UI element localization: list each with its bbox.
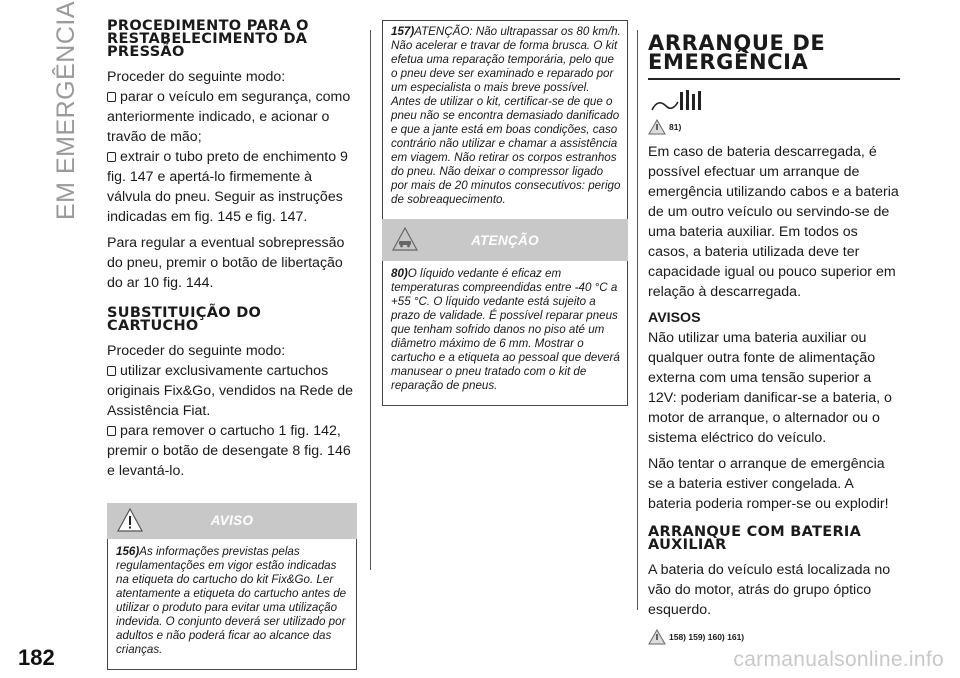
banner-label: ATENÇÃO [471,233,539,248]
checkbox-bullet-icon [107,366,116,376]
note-box [382,261,628,406]
paragraph: Não utilizar uma bateria auxiliar ou qualquer outra fonte de alimentação externa com uma tensão superior a 12V: poderiam danificar-se a bateria, o motor de arranque, o alternador ou o sistema eléctrico do veículo. [648,330,892,446]
paragraph: Para regular a eventual sobrepressão do pneu, premir o botão de libertação do ar 10 fig. 144. [107,235,345,291]
banner-label: AVISO [210,513,254,528]
checkbox-bullet-icon [107,152,116,162]
paragraph: Não tentar o arranque de emergência se a bateria estiver congelada. A bateria poderia romper-se ou explodir! [648,456,889,512]
list-item: parar o veículo em segurança, como anteriormente indicado, e acionar o travão de mão; [107,89,351,145]
jump-start-icon [648,88,708,116]
list-item: utilizar exclusivamente cartuchos originais Fix&Go, vendidos na Rede de Assistência Fiat. [107,363,354,419]
paragraph: Em caso de bateria descarregada, é possível efectuar um arranque de emergência utilizando cabos e a bateria de um outro veículo ou servindo-se de uma bateria auxiliar. Em todos os casos, a bateria utilizada deve ter capacidade igual ou pouco superior em relação à descarregada. [648,144,899,300]
heading-cartridge-replacement: SUBSTITUIÇÃO DO CARTUCHO [107,305,262,334]
note-text: 80)O líquido vedante é eficaz em temperaturas compreendidas entre -40 °C a +55 °C. O líquido vedante está sujeito a prazo de validade. É possível reparar pneus que tenham sofrido danos no piso até um diâmetro máximo de 6 mm. Mostrar o cartucho e a etiqueta ao pessoal que deverá manusear o pneu tratado com o kit de reparação de pneus. [391,267,620,392]
section-title: EM EMERGÊNCIA [52,0,80,220]
intro-text: Proceder do seguinte modo: [107,69,286,85]
reference [648,626,900,648]
list-item: extrair o tubo preto de enchimento 9 fig. 147 e apertá-lo firmemente à válvula do pneu. Seguir as instruções indicadas em fig. 145 e fig. 147. [107,149,348,225]
warning-banner [107,503,357,539]
reference-numbers: 158) 159) 160) 161) [669,632,745,642]
subheading-warnings: AVISOS [648,310,701,326]
reference-number: 81) [669,122,682,132]
note-box [382,20,628,219]
warning-triangle-icon [648,629,666,645]
column-divider [370,30,371,570]
note-text: 157)ATENÇÃO: Não ultrapassar os 80 km/h. Não acelerar e travar de forma brusca. O kit efetua uma reparação temporária, pelo que o pneu deve ser examinado e reparado por um especialista o mais breve possível. Antes de utilizar o kit, certificar-se de que o pneu não se encontra demasiado danificado e que a jante está em boas condições, caso contrário não utilizar e chamar a assistência em viagem. Não retirar os corpos estranhos do pneu. Não deixar o compressor ligado por mais de 20 minutos consecutivos: perigo de sobreaquecimento. [391,25,621,206]
reference [648,116,900,138]
note-box [107,539,357,670]
battery-symbol [648,88,900,116]
note-text: 156)As informações previstas pelas regulamentações em vigor estão indicadas na etiqueta do cartucho do kit Fix&Go. Ler atentamente a etiqueta do cartucho antes de utilizar o produto para evitar uma utilização indevida. O conjunto deverá ser utilizado por adultos e não poderá ficar ao alcance das crianças. [116,545,347,656]
column-1 [107,20,357,670]
checkbox-bullet-icon [107,426,116,436]
intro-text: Proceder do seguinte modo: [107,343,286,359]
column-3 [648,20,900,648]
warning-triangle-icon [648,119,666,135]
caution-banner [382,219,628,261]
heading-aux-battery: ARRANQUE COM BATERIA AUXILIAR [648,524,862,553]
watermark: carmanualsonline.info [733,648,944,671]
checkbox-bullet-icon [107,92,116,102]
list-item: para remover o cartucho 1 fig. 142, premir o botão de desengate 8 fig. 146 e levantá-lo. [107,423,351,479]
column-2 [382,20,628,406]
column-divider [637,30,638,610]
page-number: 182 [18,645,55,670]
heading-emergency-start: ARRANQUE DE EMERGÊNCIA [648,34,900,80]
paragraph: A bateria do veículo está localizada no vão do motor, atrás do grupo óptico esquerdo. [648,562,891,618]
heading-pressure-restore: PROCEDIMENTO PARA O RESTABELECIMENTO DA PRESSÃO [107,18,309,60]
